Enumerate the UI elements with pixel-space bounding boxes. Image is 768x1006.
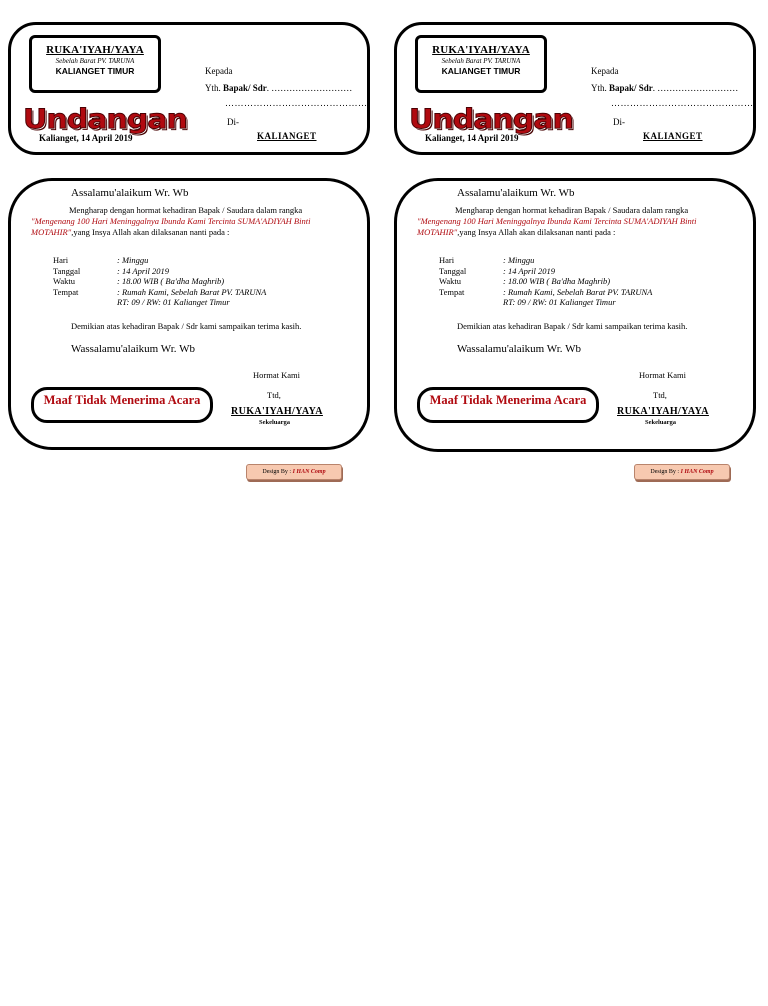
detail-value: : Minggu bbox=[117, 255, 149, 265]
yth-dots: . ……………………… bbox=[652, 83, 739, 93]
closing-thanks: Demikian atas kehadiran Bapak / Sdr kami sampaikan terima kasih. bbox=[71, 321, 302, 331]
detail-value: : Minggu bbox=[503, 255, 535, 265]
detail-row bbox=[53, 297, 266, 308]
greeting: Assalamu'alaikum Wr. Wb bbox=[71, 187, 189, 199]
signature-name: RUKA'IYAH/YAYA bbox=[231, 406, 323, 417]
host-address: Sebelah Barat PV. TARUNA bbox=[441, 57, 521, 65]
event-title: "Mengenang 100 Hari Meninggalnya Ibunda Kami Tercinta SUMA'ADIYAH Binti MOTAHIR" bbox=[417, 216, 697, 237]
detail-row bbox=[439, 276, 652, 287]
design-credit-badge bbox=[246, 464, 342, 480]
detail-row bbox=[439, 255, 652, 266]
no-gift-text: Maaf Tidak Menerima Acara bbox=[429, 393, 587, 407]
detail-value: RT: 09 / RW: 01 Kalianget Timur bbox=[117, 297, 230, 307]
destination-city: KALIANGET bbox=[643, 131, 703, 141]
invitation-card-left bbox=[0, 0, 384, 500]
yth-prefix: Yth. bbox=[591, 83, 607, 93]
detail-row bbox=[439, 266, 652, 277]
detail-row bbox=[439, 297, 652, 308]
detail-value: : Rumah Kami, Sebelah Barat PV. TARUNA bbox=[503, 286, 653, 297]
design-credit-prefix: Design By : bbox=[650, 469, 681, 475]
detail-row bbox=[53, 287, 266, 298]
recipient-dots-line: ………………………………………. bbox=[611, 98, 757, 108]
para-intro: Mengharap dengan hormat kehadiran Bapak / Saudara dalam rangka bbox=[69, 205, 303, 215]
ttd-label: Ttd, bbox=[653, 390, 667, 400]
yth-prefix: Yth. bbox=[205, 83, 221, 93]
undangan-title-graphic: Undangan bbox=[409, 103, 573, 136]
yth-recipient: Bapak/ Sdr bbox=[609, 83, 653, 93]
invitation-paragraph bbox=[31, 205, 351, 238]
detail-label: Waktu bbox=[53, 276, 75, 286]
host-name: RUKA'IYAH/YAYA bbox=[432, 44, 530, 56]
kepada-label: Kepada bbox=[205, 66, 233, 76]
design-credit-prefix: Design By : bbox=[262, 469, 293, 475]
yth-dots: . ……………………… bbox=[266, 83, 353, 93]
detail-label bbox=[53, 297, 117, 308]
destination-city: KALIANGET bbox=[257, 131, 317, 141]
detail-row bbox=[53, 255, 266, 266]
detail-value: : 18.00 WIB ( Ba'dha Maghrib) bbox=[503, 276, 611, 286]
kepada-label: Kepada bbox=[591, 66, 619, 76]
host-name-box bbox=[29, 35, 161, 93]
host-name: RUKA'IYAH/YAYA bbox=[46, 44, 144, 56]
sekeluarga-label: Sekeluarga bbox=[645, 419, 677, 426]
detail-label: Tanggal bbox=[53, 265, 81, 276]
detail-value: : 18.00 WIB ( Ba'dha Maghrib) bbox=[117, 276, 225, 286]
envelope-front bbox=[8, 22, 370, 155]
design-credit-badge bbox=[634, 464, 730, 480]
host-city: KALIANGET TIMUR bbox=[441, 66, 521, 76]
ttd-label: Ttd, bbox=[267, 390, 281, 400]
no-gift-notice bbox=[31, 387, 213, 423]
host-address: Sebelah Barat PV. TARUNA bbox=[55, 57, 135, 65]
event-details bbox=[53, 255, 266, 308]
yth-line bbox=[205, 83, 352, 93]
detail-value: : Rumah Kami, Sebelah Barat PV. TARUNA bbox=[117, 286, 267, 297]
invitation-body bbox=[8, 178, 370, 450]
date-line: Kalianget, 14 April 2019 bbox=[39, 133, 133, 143]
detail-label: Tempat bbox=[53, 286, 79, 297]
detail-label: Hari bbox=[53, 255, 69, 265]
detail-value: RT: 09 / RW: 01 Kalianget Timur bbox=[503, 297, 616, 307]
di-label: Di- bbox=[613, 117, 625, 127]
invitation-card-right bbox=[384, 0, 768, 500]
detail-row bbox=[53, 266, 266, 277]
greeting: Assalamu'alaikum Wr. Wb bbox=[457, 187, 575, 199]
event-details bbox=[439, 255, 652, 308]
closing-thanks: Demikian atas kehadiran Bapak / Sdr kami sampaikan terima kasih. bbox=[457, 321, 688, 331]
yth-line bbox=[591, 83, 738, 93]
detail-label: Waktu bbox=[439, 276, 461, 286]
design-credit-name: I HAN Comp bbox=[292, 469, 326, 475]
detail-value: : 14 April 2019 bbox=[117, 265, 170, 276]
signature-name: RUKA'IYAH/YAYA bbox=[617, 406, 709, 417]
undangan-title-graphic: Undangan bbox=[23, 103, 187, 136]
invitation-paragraph bbox=[417, 205, 737, 238]
hormat-kami: Hormat Kami bbox=[639, 370, 686, 380]
date-line: Kalianget, 14 April 2019 bbox=[425, 133, 519, 143]
no-gift-notice bbox=[417, 387, 599, 423]
para-closing: ,yang Insya Allah akan dilaksanan nanti pada : bbox=[457, 227, 616, 237]
detail-label: Tanggal bbox=[439, 265, 467, 276]
detail-value: : 14 April 2019 bbox=[503, 265, 556, 276]
design-credit-name: I HAN Comp bbox=[680, 469, 714, 475]
detail-label: Hari bbox=[439, 255, 455, 265]
sekeluarga-label: Sekeluarga bbox=[259, 419, 291, 426]
detail-label: Tempat bbox=[439, 286, 465, 297]
yth-recipient: Bapak/ Sdr bbox=[223, 83, 267, 93]
closing-greeting: Wassalamu'alaikum Wr. Wb bbox=[71, 343, 195, 355]
host-name-box bbox=[415, 35, 547, 93]
recipient-dots-line: ………………………………………. bbox=[225, 98, 371, 108]
host-city: KALIANGET TIMUR bbox=[55, 66, 135, 76]
detail-row bbox=[439, 287, 652, 298]
envelope-front bbox=[394, 22, 756, 155]
detail-label bbox=[439, 297, 503, 308]
para-closing: ,yang Insya Allah akan dilaksanan nanti pada : bbox=[71, 227, 230, 237]
no-gift-text: Maaf Tidak Menerima Acara bbox=[43, 393, 201, 407]
detail-row bbox=[53, 276, 266, 287]
closing-greeting: Wassalamu'alaikum Wr. Wb bbox=[457, 343, 581, 355]
di-label: Di- bbox=[227, 117, 239, 127]
hormat-kami: Hormat Kami bbox=[253, 370, 300, 380]
invitation-body bbox=[394, 178, 756, 452]
event-title: "Mengenang 100 Hari Meninggalnya Ibunda Kami Tercinta SUMA'ADIYAH Binti MOTAHIR" bbox=[31, 216, 311, 237]
para-intro: Mengharap dengan hormat kehadiran Bapak / Saudara dalam rangka bbox=[455, 205, 689, 215]
